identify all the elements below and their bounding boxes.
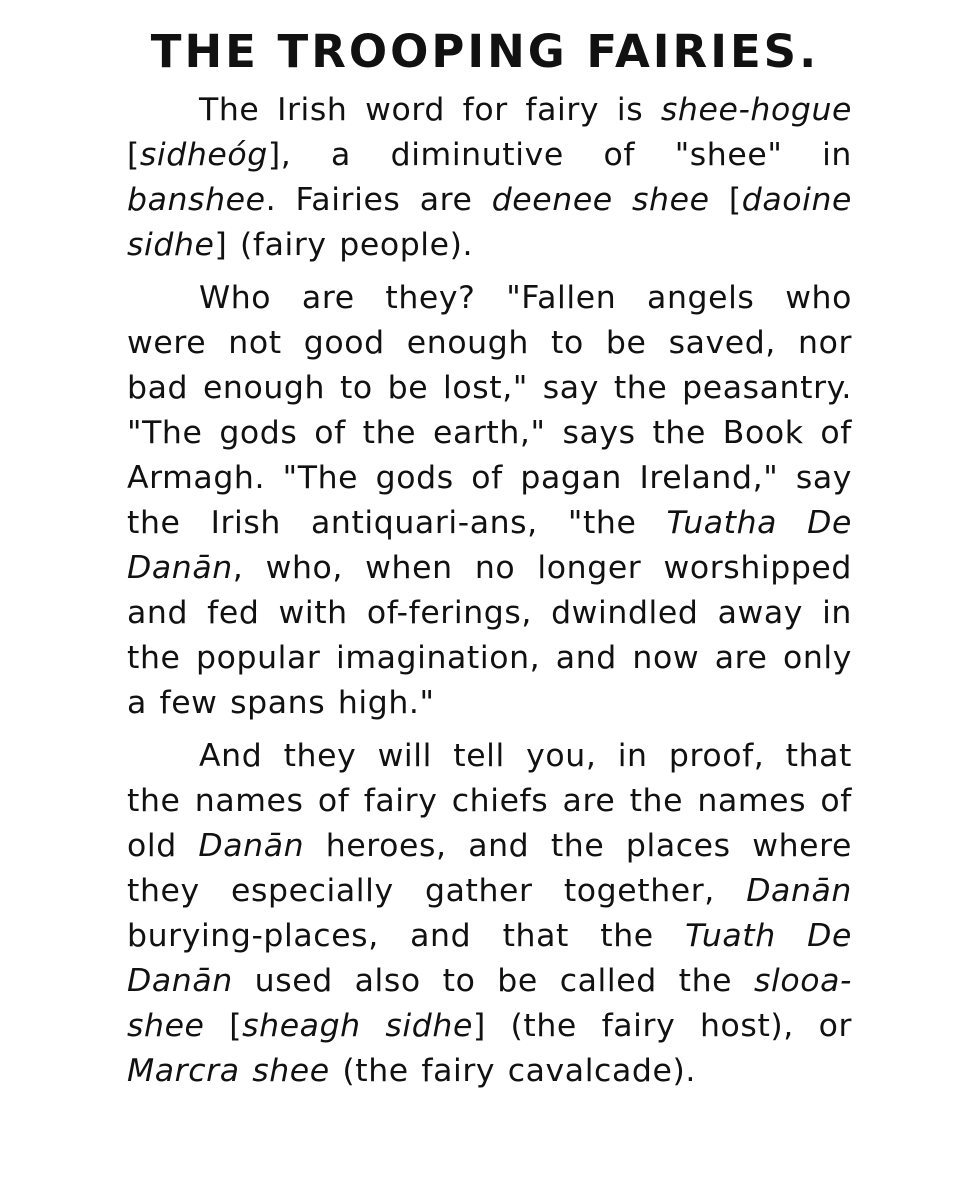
text-run: , who, when no longer worshipped and fed with of-ferings, dwindled away in the popular imagination, and now are only a few spans high." — [127, 550, 852, 721]
paragraph-1 — [127, 88, 852, 268]
text-run: [ — [127, 137, 140, 173]
chapter-title: THE TROOPING FAIRIES. — [150, 25, 820, 78]
italic-term: Tuatha De Danān — [127, 505, 852, 586]
text-run: used also to be called the — [232, 963, 755, 999]
italic-term: sidheóg — [139, 137, 268, 173]
italic-term: shee-hogue — [660, 92, 852, 128]
italic-term: sheagh sidhe — [242, 1008, 473, 1044]
paragraph-3 — [127, 734, 852, 1094]
italic-term: slooa-shee — [127, 963, 852, 1044]
italic-term: deenee shee — [491, 182, 710, 218]
book-page — [127, 22, 852, 1102]
text-run: The Irish word for fairy is — [199, 92, 661, 128]
text-run: burying-places, and that the — [127, 918, 686, 954]
text-run: Who are they? "Fallen angels who were not good enough to be saved, nor bad enough to be lost," say the peasantry. "The gods of the earth," says the Book of Armagh. "The gods of pagan Ireland," say the Irish antiquari-ans, "the — [127, 280, 852, 541]
text-run: ] (fairy people). — [214, 227, 474, 263]
text-run: ], a diminutive of "shee" in — [267, 137, 852, 173]
text-run: And they will tell you, in proof, that the names of fairy chiefs are the names of old — [127, 738, 852, 864]
text-run: [ — [204, 1008, 243, 1044]
paragraph-2 — [127, 276, 852, 726]
text-run: heroes, and the places where they especially gather together, — [127, 828, 852, 909]
text-run: (the fairy cavalcade). — [329, 1053, 696, 1089]
italic-term: Tuath De Danān — [127, 918, 853, 999]
italic-term: Danān — [198, 828, 305, 864]
text-run: ] (the fairy host), or — [472, 1008, 852, 1044]
text-run: . Fairies are — [265, 182, 492, 218]
text-run: [ — [709, 182, 742, 218]
italic-term: daoine sidhe — [127, 182, 852, 263]
italic-term: Marcra shee — [127, 1053, 330, 1089]
italic-term: Danān — [746, 873, 852, 909]
italic-term: banshee — [127, 182, 266, 218]
body-text — [127, 88, 852, 1094]
